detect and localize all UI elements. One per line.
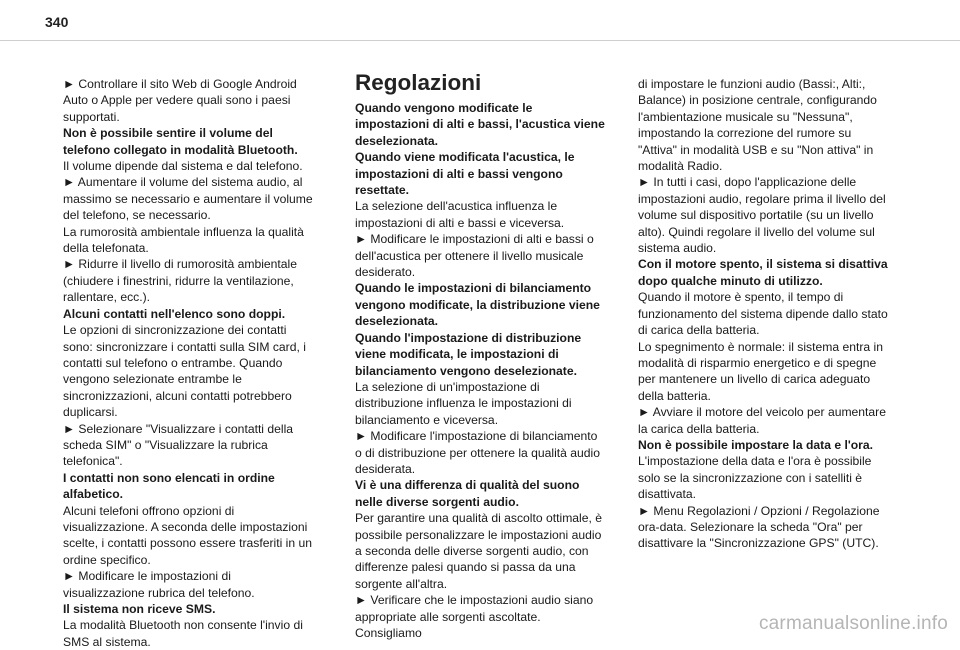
bold-heading-paragraph: Il sistema non riceve SMS. [63, 602, 216, 616]
body-paragraph: ► Verificare che le impostazioni audio siano appropriate alle sorgenti ascoltate. Consigliamo [355, 593, 594, 640]
body-paragraph: ► Menu Regolazioni / Opzioni / Regolazione ora-data. Selezionare la scheda "Ora" per disattivare la "Sincronizzazione GPS" (UTC). [638, 503, 880, 551]
bold-heading-paragraph: Quando le impostazioni di bilanciamento vengono modificate, la distribuzione viene deselezionata. [355, 281, 600, 329]
bold-heading-paragraph: Quando vengono modificate le impostazioni di alti e bassi, l'acustica viene deselezionata. [355, 101, 605, 148]
body-paragraph: di impostare le funzioni audio (Bassi:, Alti:, Balance) in posizione centrale, configurando l'ambientazione musicale su "Nessuna", impostando la correzione del rumore su "Attiva" in modalità USB e su "Non attiva" in modalità Radio. [638, 77, 877, 174]
body-paragraph: Il volume dipende dal sistema e dal telefono. [63, 159, 303, 174]
bold-heading-paragraph: Quando l'impostazione di distribuzione viene modificata, le impostazioni di bilanciamento vengono deselezionate. [355, 330, 582, 378]
header-divider [0, 40, 960, 41]
bold-heading-paragraph: Vi è una differenza di qualità del suono nelle diverse sorgenti audio. [355, 478, 580, 509]
body-paragraph: ► Avviare il motore del veicolo per aumentare la carica della batteria. [638, 405, 886, 436]
text-column-middle [355, 100, 607, 641]
body-paragraph: ► Ridurre il livello di rumorosità ambientale (chiudere i finestrini, ridurre la ventilazione, rallentare, ecc.). [63, 257, 298, 305]
body-paragraph: Quando il motore è spento, il tempo di funzionamento del sistema dipende dallo stato di carica della batteria. [638, 290, 888, 338]
body-paragraph: La selezione di un'impostazione di distribuzione influenza le impostazioni di bilanciamento e viceversa. [355, 379, 572, 427]
bold-heading-paragraph: Con il motore spento, il sistema si disattiva dopo qualche minuto di utilizzo. [638, 257, 888, 288]
text-column-left [63, 76, 315, 650]
body-paragraph: ► Modificare le impostazioni di alti e bassi o dell'acustica per ottenere il livello musicale desiderato. [355, 232, 594, 280]
bold-heading-paragraph: Non è possibile sentire il volume del telefono collegato in modalità Bluetooth. [63, 126, 298, 157]
body-paragraph: ► Modificare l'impostazione di bilanciamento o di distribuzione per ottenere la qualità audio desiderata. [355, 429, 601, 476]
bold-heading-paragraph: Non è possibile impostare la data e l'ora. [638, 437, 873, 452]
body-paragraph: La selezione dell'acustica influenza le impostazioni di alti e bassi e viceversa. [355, 199, 565, 230]
body-paragraph: Lo spegnimento è normale: il sistema entra in modalità di risparmio energetico e di spegne per mantenere un livello di carica adeguato della batteria. [638, 339, 883, 403]
body-paragraph: Per garantire una qualità di ascolto ottimale, è possibile personalizzare le impostazioni audio a seconda delle diverse sorgenti audio, con differenze palesi quando si passa da una sorgente all'altra. [355, 511, 603, 591]
body-paragraph: La rumorosità ambientale influenza la qualità della telefonata. [63, 224, 304, 256]
section-heading: Regolazioni [355, 70, 482, 95]
body-paragraph: Le opzioni di sincronizzazione dei contatti sono: sincronizzare i contatti sulla SIM card, i contatti sul telefono o entrambe. Quando vengono selezionate entrambe le sincronizzazioni, alcuni contatti potrebbero duplicarsi. [63, 323, 306, 420]
watermark: carmanualsonline.info [758, 613, 948, 634]
body-paragraph: ► In tutti i casi, dopo l'applicazione delle impostazioni audio, regolare prima il livello del volume sul dispositivo portatile (su un livello alto). Quindi regolare il livello del volume sul sistema audio. [638, 175, 886, 256]
body-paragraph: ► Controllare il sito Web di Google Android Auto o Apple per vedere quali sono i paesi supportati. [63, 77, 297, 124]
body-paragraph: Alcuni telefoni offrono opzioni di visualizzazione. A seconda delle impostazioni scelte, i contatti possono essere trasferiti in un ordine specifico. [63, 503, 313, 567]
body-paragraph: ► Selezionare "Visualizzare i contatti della scheda SIM" o "Visualizzare la rubrica telefonica". [63, 421, 294, 469]
bold-heading-paragraph: I contatti non sono elencati in ordine alfabetico. [63, 470, 275, 502]
bold-heading-paragraph: Quando viene modificata l'acustica, le impostazioni di alti e bassi vengono resettate. [355, 150, 575, 198]
bold-heading-paragraph: Alcuni contatti nell'elenco sono doppi. [63, 306, 286, 321]
body-paragraph: ► Aumentare il volume del sistema audio, al massimo se necessario e aumentare il volume del telefono, se necessario. [63, 175, 313, 223]
text-column-right [638, 76, 890, 552]
body-paragraph: ► Modificare le impostazioni di visualizzazione rubrica del telefono. [63, 569, 255, 600]
page-number: 340 [45, 14, 69, 30]
body-paragraph: La modalità Bluetooth non consente l'invio di SMS al sistema. [63, 618, 303, 649]
body-paragraph: L'impostazione della data e l'ora è possibile solo se la sincronizzazione con i satelliti è disattivata. [638, 454, 872, 502]
